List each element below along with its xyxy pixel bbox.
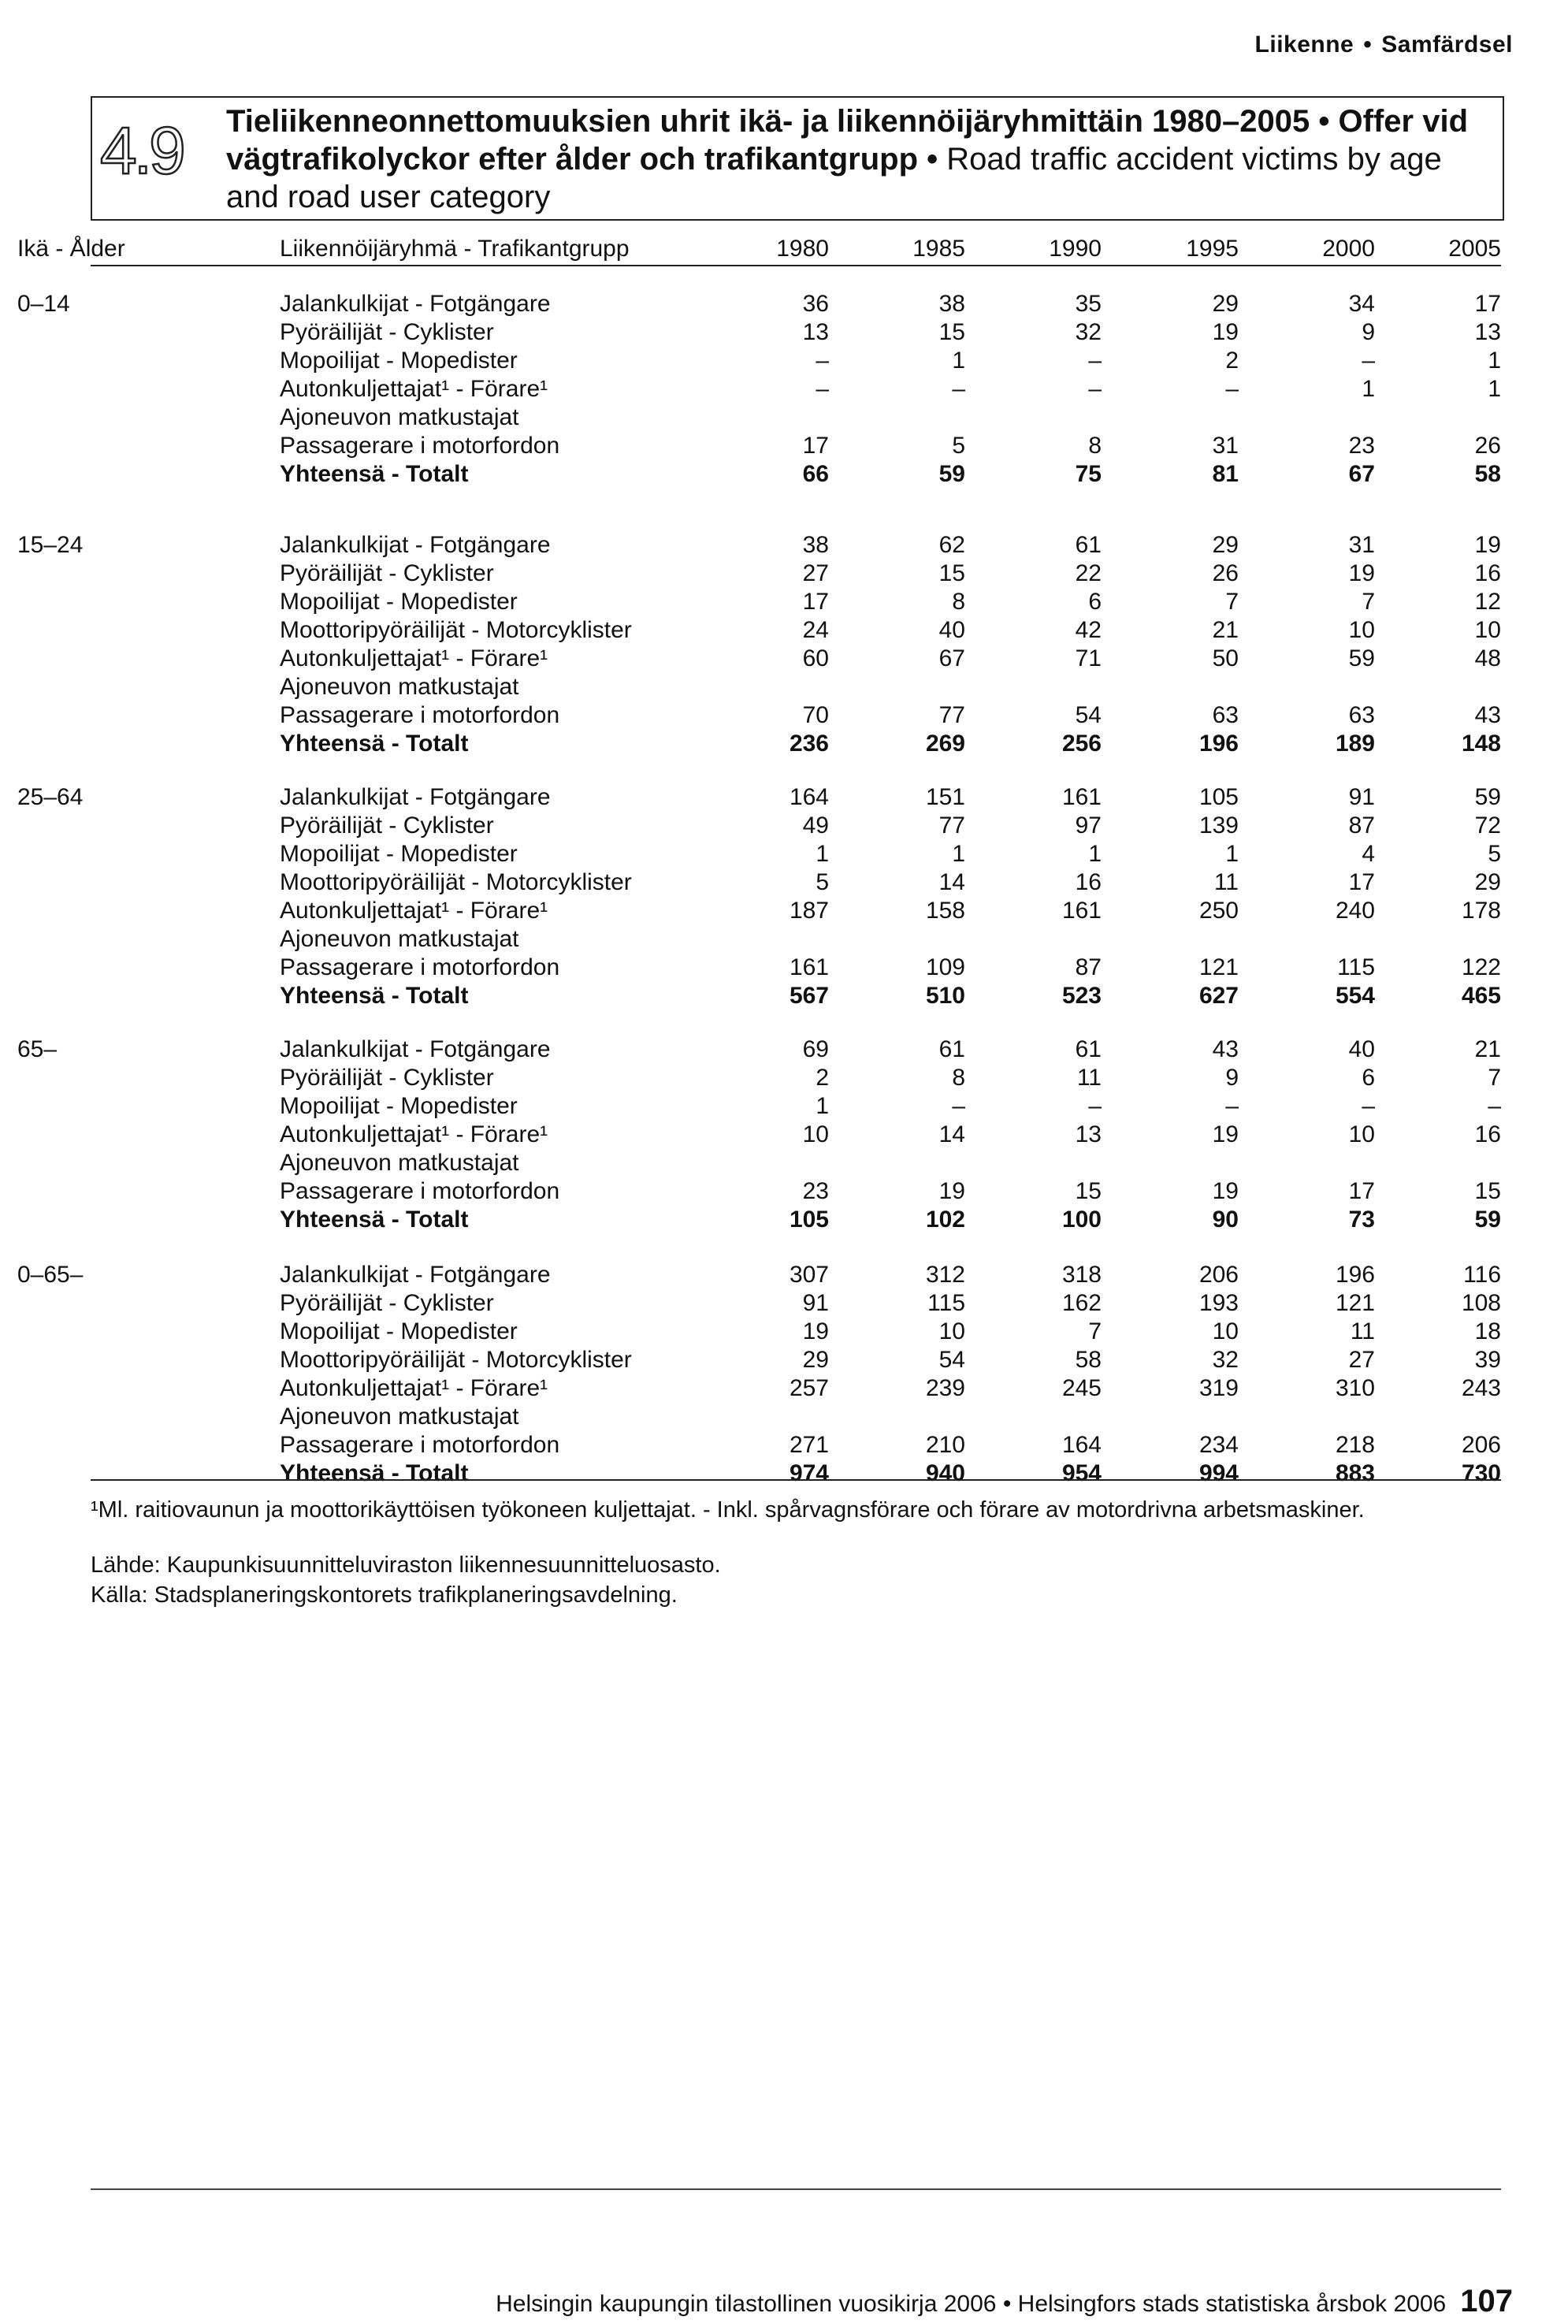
table-cell: 161 [1061, 784, 1102, 810]
row-label: Moottoripyöräilijät - Motorcyklister [280, 869, 632, 895]
table-cell: 310 [1335, 1375, 1375, 1401]
table-cell: 161 [789, 954, 829, 980]
table-cell: – [1225, 1093, 1239, 1119]
table-cell: 465 [1461, 983, 1501, 1009]
table-cell: 19 [802, 1318, 829, 1344]
table-cell: 627 [1198, 983, 1239, 1009]
table-cell: 1 [1225, 841, 1239, 867]
table-cell: 54 [1075, 702, 1102, 728]
title-en: Road traffic accident victims by age and road user category [226, 142, 1442, 214]
table-cell: 7 [1488, 1065, 1501, 1091]
table-cell: 7 [1225, 589, 1239, 615]
table-cell: 116 [1463, 1262, 1501, 1288]
table-cell: 58 [1474, 461, 1501, 487]
row-label: Jalankulkijat - Fotgängare [280, 1262, 551, 1288]
column-header-year: 1995 [1186, 236, 1239, 262]
table-cell: 187 [789, 898, 829, 924]
table-cell: 7 [1088, 1318, 1102, 1344]
column-header-year: 2000 [1322, 236, 1375, 262]
table-cell: 17 [1348, 869, 1375, 895]
table-cell: 6 [1362, 1065, 1375, 1091]
table-cell: 9 [1362, 319, 1375, 345]
table-cell: 10 [1212, 1318, 1239, 1344]
table-cell: 49 [802, 812, 829, 838]
table-cell: 178 [1461, 898, 1501, 924]
table-cell: 196 [1198, 731, 1239, 757]
table-cell: 17 [1474, 291, 1501, 317]
row-label: Autonkuljettajat¹ - Förare¹ [280, 645, 548, 671]
table-cell: 994 [1198, 1460, 1239, 1486]
table-cell: 91 [1348, 784, 1375, 810]
table-cell: 105 [1198, 784, 1239, 810]
table-cell: 1 [816, 1093, 829, 1119]
source-sv: Källa: Stadsplaneringskontorets trafikplaneringsavdelning. [91, 1582, 678, 1608]
footer-rule [91, 2188, 1501, 2190]
table-cell: 19 [1212, 1121, 1239, 1147]
table-cell: 29 [1212, 291, 1239, 317]
table-bottom-rule [91, 1479, 1501, 1481]
table-cell: 91 [802, 1290, 829, 1316]
table-cell: 61 [1075, 1036, 1102, 1062]
column-header-year: 1990 [1049, 236, 1102, 262]
table-cell: 189 [1335, 731, 1375, 757]
table-cell: 115 [1337, 954, 1375, 980]
table-cell: 67 [1348, 461, 1375, 487]
table-cell: 36 [802, 291, 829, 317]
table-cell: 70 [802, 702, 829, 728]
table-cell: 27 [802, 560, 829, 586]
table-cell: – [1088, 1093, 1102, 1119]
table-cell: 23 [802, 1178, 829, 1204]
row-label: Yhteensä - Totalt [280, 461, 469, 487]
row-label: Ajoneuvon matkustajat [280, 674, 519, 700]
table-cell: 32 [1075, 319, 1102, 345]
table-cell: 6 [1088, 589, 1102, 615]
table-cell: 15 [1474, 1178, 1501, 1204]
table-cell: – [1088, 348, 1102, 374]
table-cell: 17 [802, 433, 829, 459]
table-cell: 59 [1348, 645, 1375, 671]
table-cell: 10 [1348, 1121, 1375, 1147]
table-cell: 974 [789, 1460, 829, 1486]
table-cell: 319 [1198, 1375, 1239, 1401]
table-cell: 730 [1461, 1460, 1501, 1486]
table-cell: 236 [789, 731, 829, 757]
table-cell: 5 [816, 869, 829, 895]
table-cell: 15 [938, 319, 965, 345]
row-label: Pyöräilijät - Cyklister [280, 1065, 494, 1091]
table-cell: 87 [1075, 954, 1102, 980]
row-label: Moottoripyöräilijät - Motorcyklister [280, 617, 632, 643]
row-label: Jalankulkijat - Fotgängare [280, 291, 551, 317]
table-cell: 5 [952, 433, 965, 459]
table-cell: 63 [1212, 702, 1239, 728]
table-cell: 50 [1212, 645, 1239, 671]
table-cell: 1 [1088, 841, 1102, 867]
row-label: Pyöräilijät - Cyklister [280, 1290, 494, 1316]
header-section-sv: Samfärdsel [1381, 32, 1513, 58]
table-cell: 1 [1488, 348, 1501, 374]
page-number: 107 [1460, 2284, 1513, 2318]
table-cell: 27 [1348, 1347, 1375, 1373]
title-separator: • [927, 142, 938, 177]
table-cell: 257 [789, 1375, 829, 1401]
table-cell: 58 [1075, 1347, 1102, 1373]
table-cell: 240 [1335, 898, 1375, 924]
table-number: 4.9 [100, 113, 183, 188]
row-label: Passagerare i motorfordon [280, 1178, 560, 1204]
table-cell: 12 [1474, 589, 1501, 615]
table-cell: 234 [1198, 1432, 1239, 1458]
table-cell: 75 [1075, 461, 1102, 487]
table-cell: – [952, 1093, 965, 1119]
table-cell: 243 [1461, 1375, 1501, 1401]
table-cell: 108 [1461, 1290, 1501, 1316]
table-cell: 105 [789, 1207, 829, 1233]
title-separator: • [1318, 104, 1330, 139]
table-cell: 38 [938, 291, 965, 317]
age-group-label: 65– [17, 1036, 58, 1062]
table-cell: 250 [1198, 898, 1239, 924]
table-cell: 32 [1212, 1347, 1239, 1373]
table-cell: 19 [1348, 560, 1375, 586]
table-cell: 148 [1461, 731, 1501, 757]
table-cell: 16 [1075, 869, 1102, 895]
table-cell: 59 [938, 461, 965, 487]
header-separator: • [1363, 32, 1373, 58]
table-cell: 61 [1075, 532, 1102, 558]
table-cell: 34 [1348, 291, 1375, 317]
column-header-age: Ikä - Ålder [17, 236, 125, 262]
table-cell: 10 [1474, 617, 1501, 643]
row-label: Pyöräilijät - Cyklister [280, 560, 494, 586]
table-cell: 151 [925, 784, 965, 810]
table-cell: – [1225, 376, 1239, 402]
table-cell: 63 [1348, 702, 1375, 728]
row-label: Jalankulkijat - Fotgängare [280, 1036, 551, 1062]
table-cell: 8 [952, 1065, 965, 1091]
table-cell: 256 [1061, 731, 1102, 757]
table-cell: 122 [1461, 954, 1501, 980]
row-label: Ajoneuvon matkustajat [280, 1404, 519, 1430]
row-label: Mopoilijat - Mopedister [280, 348, 518, 374]
table-cell: 19 [938, 1178, 965, 1204]
table-cell: 1 [1362, 376, 1375, 402]
age-group-label: 15–24 [17, 532, 84, 558]
table-cell: 940 [925, 1460, 965, 1486]
table-cell: – [1488, 1093, 1501, 1119]
table-cell: 29 [1474, 869, 1501, 895]
table-cell: 13 [1474, 319, 1501, 345]
table-cell: 38 [802, 532, 829, 558]
table-cell: 81 [1212, 461, 1239, 487]
table-cell: 29 [1212, 532, 1239, 558]
table-cell: 102 [925, 1207, 965, 1233]
table-cell: 59 [1474, 784, 1501, 810]
table-cell: 18 [1474, 1318, 1501, 1344]
table-cell: 193 [1198, 1290, 1239, 1316]
age-group-label: 0–65– [17, 1262, 84, 1288]
row-label: Yhteensä - Totalt [280, 983, 469, 1009]
table-cell: 77 [938, 702, 965, 728]
table-cell: 1 [952, 348, 965, 374]
footnote: ¹Ml. raitiovaunun ja moottorikäyttöisen työkoneen kuljettajat. - Inkl. spårvagnsförare och förare av motordrivna arbetsmaskiner. [91, 1497, 1365, 1523]
table-cell: 31 [1348, 532, 1375, 558]
row-label: Passagerare i motorfordon [280, 954, 560, 980]
row-label: Ajoneuvon matkustajat [280, 926, 519, 952]
table-cell: 196 [1335, 1262, 1375, 1288]
table-cell: 16 [1474, 560, 1501, 586]
table-cell: 59 [1474, 1207, 1501, 1233]
table-cell: 554 [1335, 983, 1375, 1009]
row-label: Autonkuljettajat¹ - Förare¹ [280, 1121, 548, 1147]
row-label: Moottoripyöräilijät - Motorcyklister [280, 1347, 632, 1373]
column-header-year: 1980 [776, 236, 829, 262]
table-cell: 164 [789, 784, 829, 810]
table-cell: 115 [927, 1290, 965, 1316]
table-cell: 218 [1335, 1432, 1375, 1458]
table-cell: 35 [1075, 291, 1102, 317]
table-title-box [91, 96, 1504, 221]
header-rule [91, 265, 1501, 266]
table-cell: – [1362, 348, 1375, 374]
column-headers [0, 230, 1568, 263]
table-cell: 19 [1474, 532, 1501, 558]
age-group-label: 0–14 [17, 291, 70, 317]
table-cell: 16 [1474, 1121, 1501, 1147]
table-cell: 31 [1212, 433, 1239, 459]
table-cell: 8 [952, 589, 965, 615]
table-cell: 13 [802, 319, 829, 345]
row-label: Yhteensä - Totalt [280, 1207, 469, 1233]
table-cell: 14 [938, 1121, 965, 1147]
table-cell: 567 [789, 983, 829, 1009]
row-label: Yhteensä - Totalt [280, 731, 469, 757]
table-cell: 245 [1061, 1375, 1102, 1401]
table-cell: 510 [925, 983, 965, 1009]
table-cell: 210 [925, 1432, 965, 1458]
table-cell: 71 [1075, 645, 1102, 671]
table-cell: 312 [925, 1262, 965, 1288]
row-label: Yhteensä - Totalt [280, 1460, 469, 1486]
table-cell: 40 [938, 617, 965, 643]
table-cell: 21 [1474, 1036, 1501, 1062]
table-title [226, 102, 1495, 216]
table-cell: 2 [816, 1065, 829, 1091]
table-cell: 17 [1348, 1178, 1375, 1204]
table-cell: 1 [1488, 376, 1501, 402]
table-cell: 40 [1348, 1036, 1375, 1062]
table-cell: – [1088, 376, 1102, 402]
table-cell: 54 [938, 1347, 965, 1373]
row-label: Mopoilijat - Mopedister [280, 1093, 518, 1119]
source-fi: Lähde: Kaupunkisuunnitteluviraston liikennesuunnitteluosasto. [91, 1552, 721, 1578]
table-cell: 97 [1075, 812, 1102, 838]
table-cell: 10 [938, 1318, 965, 1344]
table-cell: 62 [938, 532, 965, 558]
row-label: Passagerare i motorfordon [280, 1432, 560, 1458]
table-cell: 61 [938, 1036, 965, 1062]
table-cell: 161 [1061, 898, 1102, 924]
table-cell: 66 [802, 461, 829, 487]
page-header [1255, 32, 1513, 58]
row-label: Mopoilijat - Mopedister [280, 1318, 518, 1344]
table-cell: 158 [925, 898, 965, 924]
table-cell: 17 [802, 589, 829, 615]
table-cell: 39 [1474, 1347, 1501, 1373]
title-sv: Offer vid vägtrafikolyckor efter ålder och trafikantgrupp [226, 104, 1469, 177]
table-cell: 7 [1362, 589, 1375, 615]
table-cell: 69 [802, 1036, 829, 1062]
table-cell: 162 [1061, 1290, 1102, 1316]
row-label: Autonkuljettajat¹ - Förare¹ [280, 1375, 548, 1401]
table-cell: 883 [1335, 1460, 1375, 1486]
table-cell: 100 [1061, 1207, 1102, 1233]
table-cell: 60 [802, 645, 829, 671]
table-cell: 15 [938, 560, 965, 586]
table-cell: 318 [1061, 1262, 1102, 1288]
table-cell: 23 [1348, 433, 1375, 459]
row-label: Passagerare i motorfordon [280, 702, 560, 728]
column-header-year: 2005 [1448, 236, 1501, 262]
table-cell: 42 [1075, 617, 1102, 643]
table-cell: 307 [789, 1262, 829, 1288]
row-label: Ajoneuvon matkustajat [280, 404, 519, 430]
table-cell: 4 [1362, 841, 1375, 867]
table-cell: – [816, 348, 829, 374]
age-group-label: 25–64 [17, 784, 84, 810]
footer-publication: Helsingin kaupungin tilastollinen vuosikirja 2006 • Helsingfors stads statistiska årsbok 2006 [496, 2291, 1447, 2317]
table-cell: 269 [925, 731, 965, 757]
row-label: Autonkuljettajat¹ - Förare¹ [280, 376, 548, 402]
table-cell: 121 [1198, 954, 1239, 980]
table-cell: 523 [1061, 983, 1102, 1009]
table-cell: 206 [1198, 1262, 1239, 1288]
table-cell: 43 [1474, 702, 1501, 728]
title-fi: Tieliikenneonnettomuuksien uhrit ikä- ja liikennöijäryhmittäin 1980–2005 [226, 104, 1310, 139]
table-cell: 21 [1212, 617, 1239, 643]
table-cell: – [1362, 1093, 1375, 1119]
table-cell: 26 [1474, 433, 1501, 459]
row-label: Mopoilijat - Mopedister [280, 841, 518, 867]
table-cell: 13 [1075, 1121, 1102, 1147]
row-label: Pyöräilijät - Cyklister [280, 812, 494, 838]
table-cell: 164 [1061, 1432, 1102, 1458]
row-label: Mopoilijat - Mopedister [280, 589, 518, 615]
table-cell: 72 [1474, 812, 1501, 838]
table-cell: 24 [802, 617, 829, 643]
row-label: Jalankulkijat - Fotgängare [280, 784, 551, 810]
table-cell: 1 [952, 841, 965, 867]
table-cell: 11 [1213, 869, 1239, 895]
table-cell: 139 [1198, 812, 1239, 838]
table-cell: 5 [1488, 841, 1501, 867]
table-cell: 15 [1075, 1178, 1102, 1204]
table-cell: 14 [938, 869, 965, 895]
table-cell: 2 [1225, 348, 1239, 374]
table-cell: 10 [802, 1121, 829, 1147]
table-cell: 48 [1474, 645, 1501, 671]
table-cell: 73 [1348, 1207, 1375, 1233]
column-header-group: Liikennöijäryhmä - Trafikantgrupp [280, 236, 630, 262]
table-cell: 90 [1212, 1207, 1239, 1233]
table-cell: 22 [1075, 560, 1102, 586]
row-label: Ajoneuvon matkustajat [280, 1150, 519, 1176]
table-cell: 1 [816, 841, 829, 867]
table-cell: 121 [1335, 1290, 1375, 1316]
row-label: Pyöräilijät - Cyklister [280, 319, 494, 345]
table-cell: 19 [1212, 319, 1239, 345]
table-cell: 271 [789, 1432, 829, 1458]
table-cell: 77 [938, 812, 965, 838]
table-cell: 10 [1348, 617, 1375, 643]
row-label: Passagerare i motorfordon [280, 433, 560, 459]
row-label: Autonkuljettajat¹ - Förare¹ [280, 898, 548, 924]
page-footer [496, 2284, 1513, 2319]
table-cell: 19 [1212, 1178, 1239, 1204]
table-cell: 11 [1076, 1065, 1102, 1091]
table-cell: – [952, 376, 965, 402]
table-cell: 11 [1350, 1318, 1375, 1344]
table-cell: 206 [1461, 1432, 1501, 1458]
table-cell: 29 [802, 1347, 829, 1373]
table-cell: 8 [1088, 433, 1102, 459]
table-cell: 954 [1061, 1460, 1102, 1486]
table-cell: 43 [1212, 1036, 1239, 1062]
table-cell: – [816, 376, 829, 402]
table-cell: 9 [1225, 1065, 1239, 1091]
table-number-emblem [98, 109, 217, 188]
row-label: Jalankulkijat - Fotgängare [280, 532, 551, 558]
header-section-fi: Liikenne [1254, 32, 1354, 58]
column-header-year: 1985 [912, 236, 965, 262]
table-cell: 109 [925, 954, 965, 980]
table-cell: 87 [1348, 812, 1375, 838]
table-cell: 67 [938, 645, 965, 671]
table-cell: 239 [925, 1375, 965, 1401]
table-cell: 26 [1212, 560, 1239, 586]
